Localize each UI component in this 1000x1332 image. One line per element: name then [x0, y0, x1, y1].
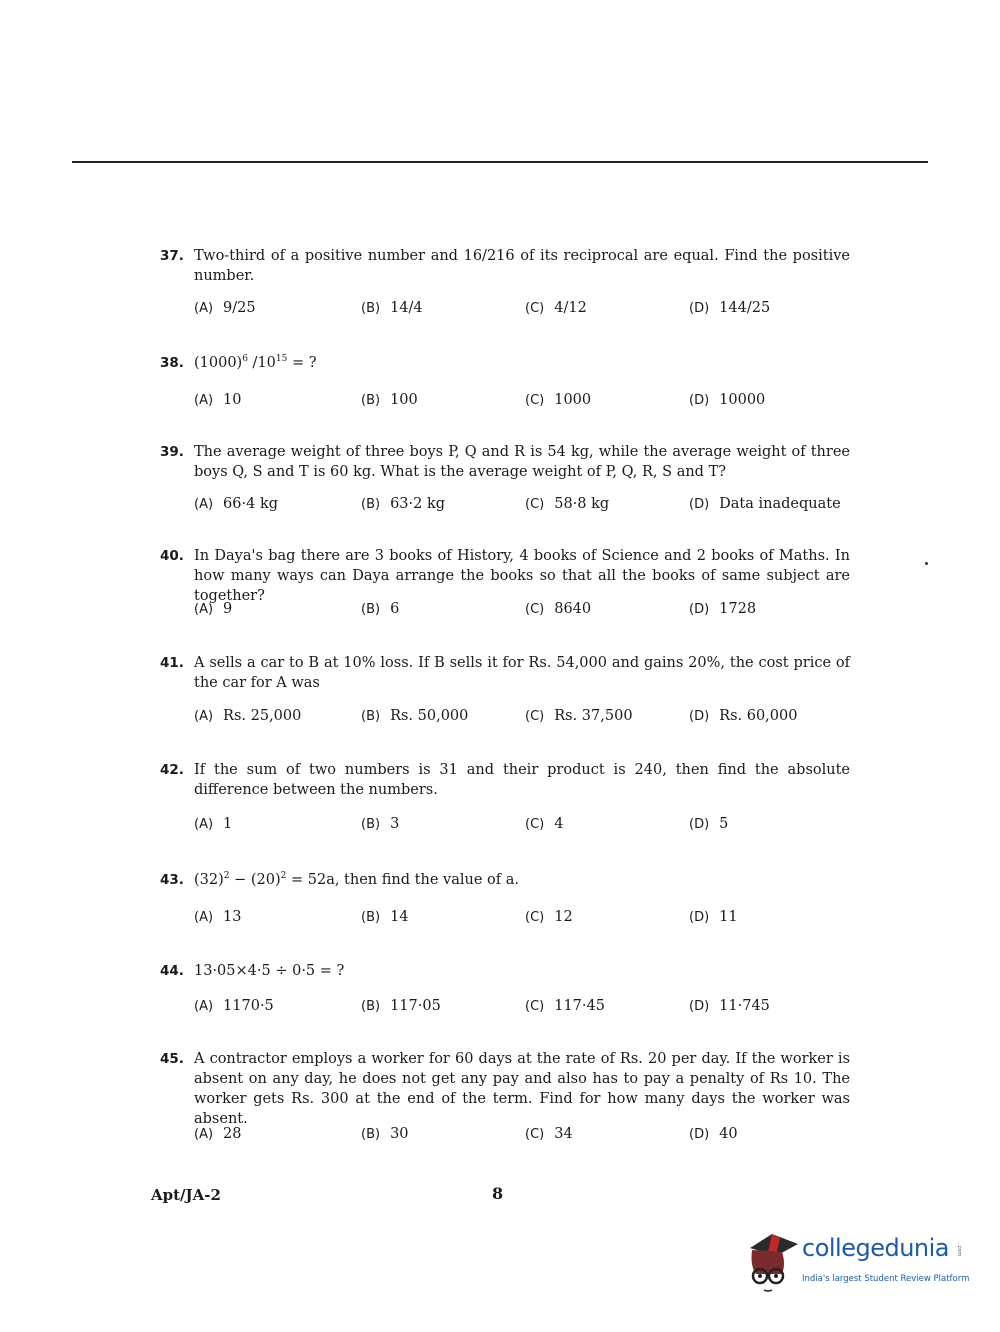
options-38	[194, 392, 874, 412]
option-d: (D) 5	[689, 816, 729, 832]
option-d: (D) Rs. 60,000	[689, 708, 798, 724]
option-a: (A) 9/25	[194, 300, 256, 316]
option-b: (B) 6	[361, 601, 400, 617]
option-d: (D) 11·745	[689, 998, 770, 1014]
question-44	[160, 961, 850, 981]
options-39	[194, 496, 874, 516]
collegedunia-logo	[742, 1226, 972, 1296]
option-a: (A) Rs. 25,000	[194, 708, 302, 724]
option-a: (A) 9	[194, 601, 233, 617]
question-text: In Daya's bag there are 3 books of History, 4 books of Science and 2 books of Maths. In how many ways can Daya arrange the books so that all the books of same subject are together?	[194, 548, 850, 604]
question-text: The average weight of three boys P, Q and R is 54 kg, while the average weight of three boys Q, S and T is 60 kg. What is the average weight of P, Q, R, S and T?	[194, 444, 850, 480]
question-37	[160, 246, 850, 286]
options-45	[194, 1126, 874, 1146]
question-39	[160, 442, 850, 482]
option-c: (C) 4/12	[525, 300, 587, 316]
question-number: 41.	[160, 655, 184, 671]
options-43	[194, 909, 874, 929]
question-number: 38.	[160, 355, 184, 371]
question-number: 42.	[160, 762, 184, 778]
option-b: (B) 3	[361, 816, 400, 832]
question-text: Two-third of a positive number and 16/216 of its reciprocal are equal. Find the positive number.	[194, 248, 850, 284]
logo-domain: .com	[956, 1244, 962, 1257]
page-number: 8	[492, 1184, 504, 1203]
option-b: (B) 30	[361, 1126, 409, 1142]
option-d: (D) 10000	[689, 392, 766, 408]
option-c: (C) 12	[525, 909, 573, 925]
question-40	[160, 546, 850, 606]
logo-wordmark: collegedunia	[802, 1234, 950, 1262]
options-41	[194, 708, 874, 728]
option-b: (B) 117·05	[361, 998, 441, 1014]
option-d: (D) Data inadequate	[689, 496, 841, 512]
question-41	[160, 653, 850, 693]
paper-code: Apt/JA-2	[151, 1186, 221, 1204]
option-d: (D) 40	[689, 1126, 738, 1142]
scan-speck	[925, 562, 928, 565]
option-b: (B) 63·2 kg	[361, 496, 446, 512]
option-a: (A) 66·4 kg	[194, 496, 279, 512]
header-rule	[72, 161, 928, 163]
question-text: A contractor employs a worker for 60 days at the rate of Rs. 20 per day. If the worker is absent on any day, he does not get any pay and also has to pay a penalty of Rs 10. The worker gets Rs. 300 at the end of the term. Find for how many days the worker was absent.	[194, 1051, 850, 1127]
options-37	[194, 300, 874, 320]
question-42	[160, 760, 850, 800]
option-d: (D) 11	[689, 909, 738, 925]
options-42	[194, 816, 874, 836]
question-43	[160, 870, 850, 890]
option-c: (C) Rs. 37,500	[525, 708, 633, 724]
question-38	[160, 353, 850, 373]
option-c: (C) 1000	[525, 392, 592, 408]
option-c: (C) 8640	[525, 601, 592, 617]
option-b: (B) 100	[361, 392, 418, 408]
option-a: (A) 10	[194, 392, 242, 408]
question-number: 37.	[160, 248, 184, 264]
option-c: (C) 117·45	[525, 998, 605, 1014]
option-d: (D) 144/25	[689, 300, 771, 316]
question-number: 39.	[160, 444, 184, 460]
options-44	[194, 998, 874, 1018]
question-number: 40.	[160, 548, 184, 564]
question-number: 43.	[160, 872, 184, 888]
question-number: 45.	[160, 1051, 184, 1067]
mascot-icon	[742, 1226, 802, 1296]
question-text: If the sum of two numbers is 31 and their product is 240, then find the absolute difference between the numbers.	[194, 762, 850, 798]
options-40	[194, 601, 874, 621]
option-c: (C) 4	[525, 816, 564, 832]
option-c: (C) 34	[525, 1126, 573, 1142]
option-b: (B) 14/4	[361, 300, 423, 316]
option-a: (A) 13	[194, 909, 242, 925]
option-b: (B) 14	[361, 909, 409, 925]
question-text: 13·05×4·5 ÷ 0·5 = ?	[194, 963, 345, 979]
option-a: (A) 28	[194, 1126, 242, 1142]
option-b: (B) Rs. 50,000	[361, 708, 469, 724]
option-c: (C) 58·8 kg	[525, 496, 610, 512]
question-text: A sells a car to B at 10% loss. If B sells it for Rs. 54,000 and gains 20%, the cost price of the car for A was	[194, 655, 850, 691]
option-a: (A) 1	[194, 816, 233, 832]
option-d: (D) 1728	[689, 601, 757, 617]
question-45	[160, 1049, 850, 1129]
logo-tagline: India's largest Student Review Platform	[802, 1274, 970, 1284]
question-text: $(1000)^6$ $/10^{15}$ = ?	[194, 354, 317, 371]
question-number: 44.	[160, 963, 184, 979]
option-a: (A) 1170·5	[194, 998, 274, 1014]
question-text: $(32)^2 - (20)^2 = 52a$, then find the value of a.	[194, 871, 519, 888]
